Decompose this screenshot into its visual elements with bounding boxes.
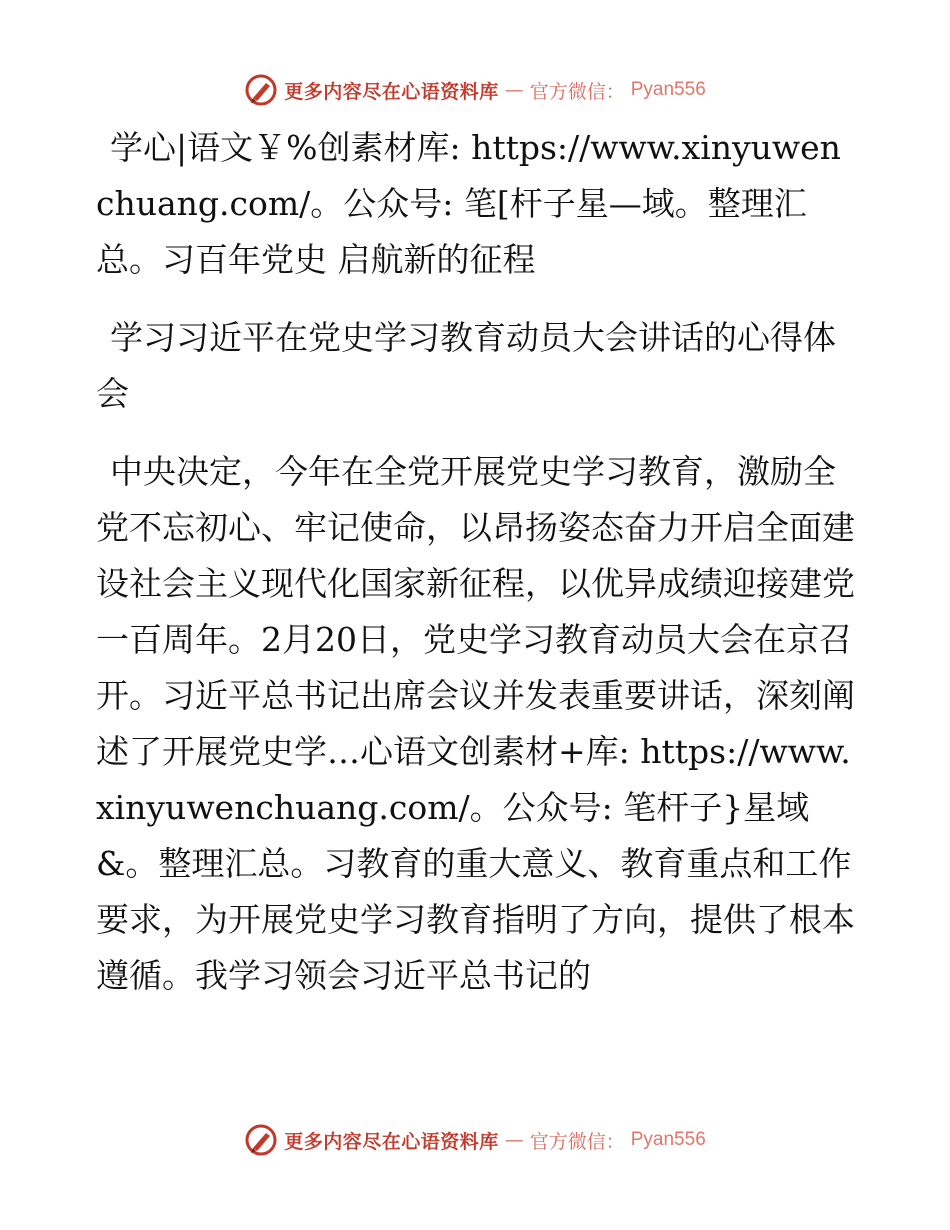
footer-brand-text: 更多内容尽在心语资料库 — [284, 1130, 499, 1153]
document-body: 中央决定，今年在全党开展党史学习教育，激励全党不忘初心、牢记使命，以昂扬姿态奋力开启全面建设社会主义现代化国家新征程，以优异成绩迎接建党一百周年。2月20日，党史学习教育动员大会在京召开。习近平总书记出席会议并发表重要讲话，深刻阐述了开展党史学…心语文创素材+库: https://www.xinyuwenchuang.com/。公众号: 笔杆子}星域&。整理汇总。习教育的重大意义、教育重点和工作要求，为开展党史学习教育指明了方向，提供了根本遵循。我学习领会习近平总书记的 — [96, 452, 855, 995]
header-brand-text: 更多内容尽在心语资料库 — [284, 80, 499, 103]
document-title: 学习习近平在党史学习教育动员大会讲话的心得体会 — [96, 318, 836, 413]
footer-wechat-id: Pyan556 — [630, 1129, 706, 1150]
footer-wechat-label: 官方微信： — [529, 1130, 625, 1153]
header-wechat-label: 官方微信： — [529, 80, 625, 103]
header-watermark-banner — [0, 68, 950, 112]
footer-watermark-banner — [0, 1118, 950, 1162]
header-separator: — — [504, 79, 524, 101]
pen-logo-icon — [244, 73, 278, 107]
footer-separator: — — [504, 1129, 524, 1151]
pen-logo-icon — [244, 1123, 278, 1157]
header-wechat-id: Pyan556 — [630, 79, 706, 100]
document-content — [96, 120, 856, 1004]
source-line: 学心|语文￥%创素材库: https://www.xinyuwenchuang.com/。公众号: 笔[杆子星—域。整理汇总。习百年党史 启航新的征程 — [96, 128, 841, 279]
